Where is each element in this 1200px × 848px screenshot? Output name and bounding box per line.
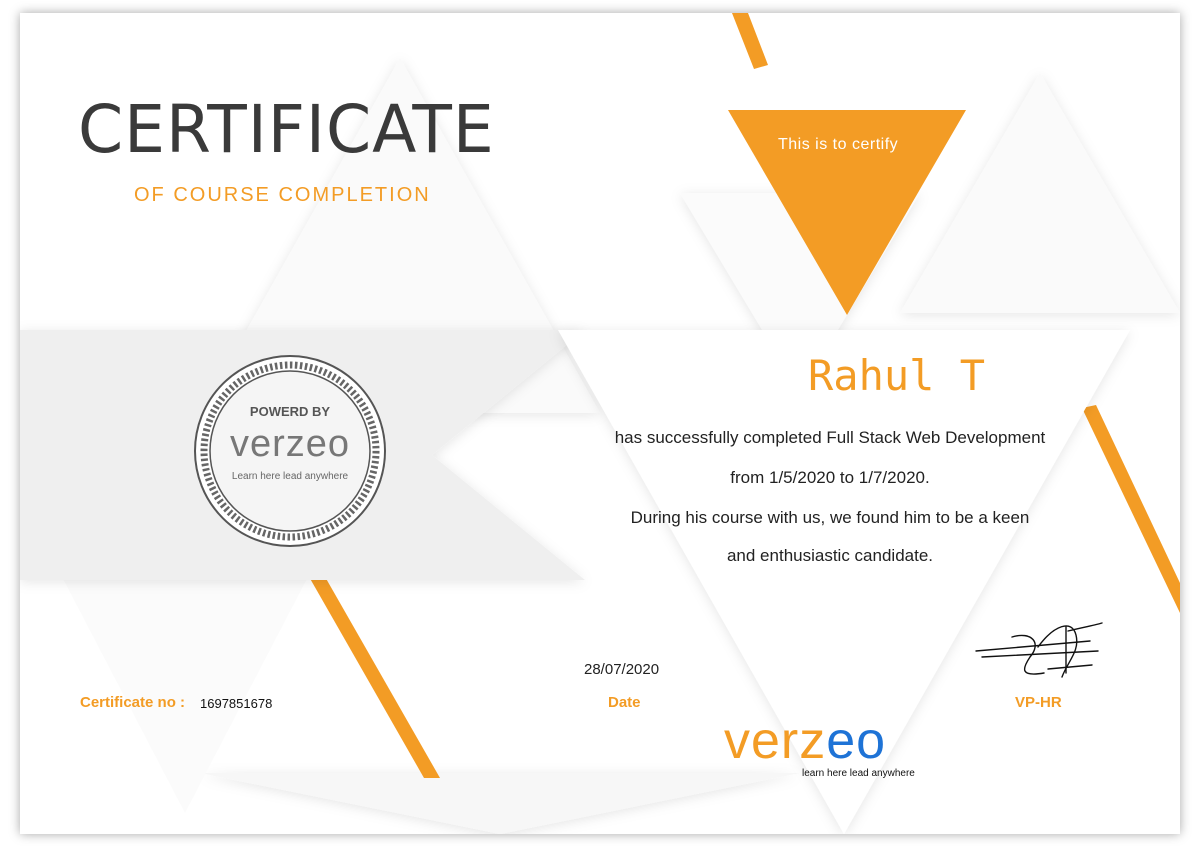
certificate-page — [20, 13, 1180, 834]
date-value: 28/07/2020 — [584, 661, 660, 678]
body-line-remark-end: and enthusiastic candidate. — [726, 546, 934, 565]
logo-brand-part2: eo — [826, 712, 887, 770]
logo-brand-part1: verz — [724, 712, 827, 770]
date-label: Date — [608, 694, 641, 711]
seal-tagline: Learn here lead anywhere — [231, 471, 349, 482]
bg-triangle — [900, 73, 1180, 313]
orange-stripe — [308, 575, 440, 778]
certify-text: This is to certify — [778, 136, 899, 153]
verzeo-logo — [724, 712, 887, 770]
certificate-title: CERTIFICATE — [78, 91, 495, 168]
body-line-remark: During his course with us, we found him to be a keen — [630, 508, 1030, 527]
certificate-number-label: Certificate no : — [80, 694, 186, 711]
logo-tagline: learn here lead anywhere — [802, 768, 915, 779]
signature — [972, 617, 1112, 683]
recipient-name: Rahul T — [808, 351, 986, 400]
certificate-number-value: 1697851678 — [200, 696, 273, 711]
bg-triangle — [200, 773, 800, 834]
body-line-course: has successfully completed Full Stack Web Development — [614, 428, 1046, 447]
orange-stripe — [732, 13, 768, 69]
body-line-dates: from 1/5/2020 to 1/7/2020. — [730, 468, 930, 487]
seal-powered-label: POWERD BY — [249, 404, 331, 419]
certificate-subtitle: OF COURSE COMPLETION — [134, 184, 431, 206]
seal-brand: verzeo — [229, 423, 351, 465]
signatory-label: VP-HR — [1015, 694, 1062, 711]
